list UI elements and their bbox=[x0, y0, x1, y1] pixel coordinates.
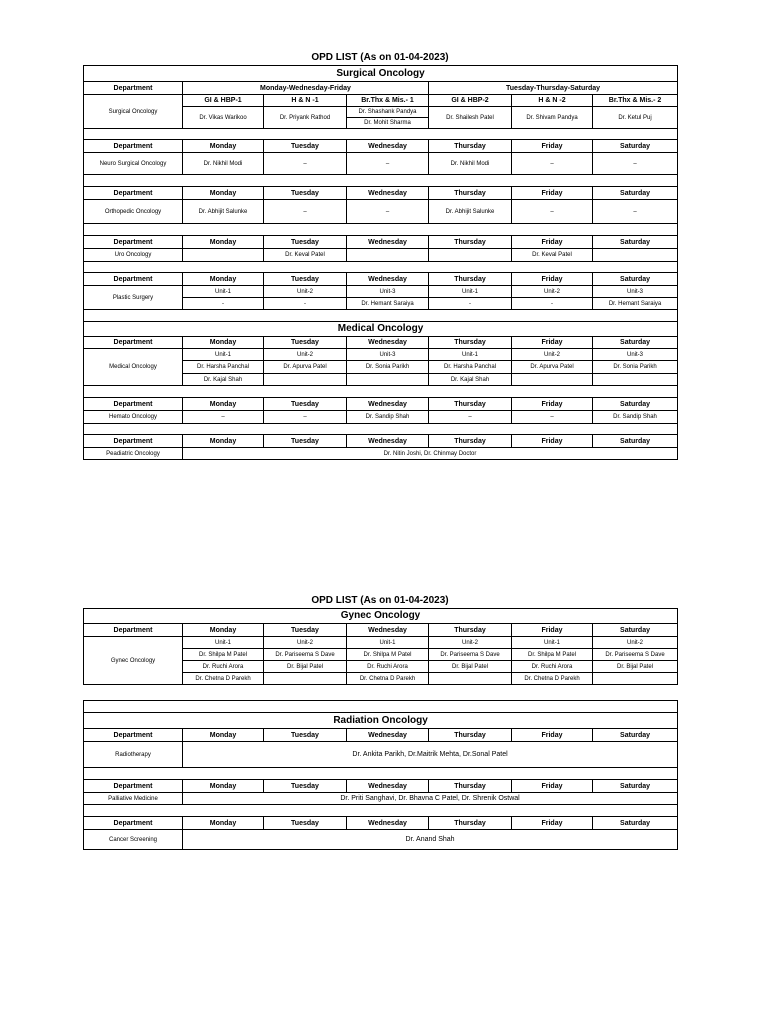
day-header: Saturday bbox=[593, 236, 678, 249]
day-header: Saturday bbox=[593, 435, 678, 448]
day-header: Monday bbox=[183, 780, 264, 793]
doctor-cell bbox=[593, 249, 678, 262]
unit-cell: Unit-2 bbox=[264, 286, 347, 298]
doctor-cell: Dr. Chetna D Parekh bbox=[183, 673, 264, 685]
day-header: Tuesday bbox=[264, 624, 347, 637]
spacer-row bbox=[84, 701, 678, 713]
day-header: Monday bbox=[183, 140, 264, 153]
day-header: Thursday bbox=[429, 337, 512, 349]
doctor-cell: Dr. Priti Sanghavi, Dr. Bhavna C Patel, Dr. Shrenik Ostwal bbox=[183, 793, 678, 805]
dept-cell: Radiotherapy bbox=[84, 742, 183, 768]
day-header: Friday bbox=[512, 398, 593, 411]
spacer-row bbox=[84, 424, 678, 435]
unit-cell: Unit-3 bbox=[347, 286, 429, 298]
day-header: Wednesday bbox=[347, 273, 429, 286]
day-header: Wednesday bbox=[347, 435, 429, 448]
doctor-cell: – bbox=[512, 153, 593, 175]
day-header: Friday bbox=[512, 337, 593, 349]
doctor-cell: – bbox=[593, 200, 678, 224]
doctor-cell: Dr. Kajal Shah bbox=[183, 374, 264, 386]
doctor-cell: Dr. Ketul Puj bbox=[593, 107, 678, 129]
doctor-cell: Dr. Keval Patel bbox=[512, 249, 593, 262]
day-header: Thursday bbox=[429, 817, 512, 830]
radiation-section-title: Radiation Oncology bbox=[84, 713, 678, 729]
unit-header: GI & HBP-2 bbox=[429, 95, 512, 107]
day-header: Saturday bbox=[593, 398, 678, 411]
day-header: Monday bbox=[183, 236, 264, 249]
doctor-cell: Dr. Apurva Patel bbox=[264, 361, 347, 374]
gynec-section-title: Gynec Oncology bbox=[84, 609, 678, 624]
day-header: Wednesday bbox=[347, 140, 429, 153]
doctor-cell: – bbox=[264, 411, 347, 424]
page2-title: OPD LIST (As on 01-04-2023) bbox=[311, 595, 449, 606]
doctor-cell: Dr. Shilpa M Patel bbox=[512, 649, 593, 661]
spacer-row bbox=[84, 310, 678, 322]
day-header: Wednesday bbox=[347, 780, 429, 793]
doctor-cell bbox=[264, 673, 347, 685]
unit-cell: Unit-1 bbox=[429, 286, 512, 298]
day-header: Saturday bbox=[593, 337, 678, 349]
day-header: Monday bbox=[183, 187, 264, 200]
doctor-cell: Dr. Sonia Parikh bbox=[593, 361, 678, 374]
doctor-cell: – bbox=[347, 153, 429, 175]
doctor-cell: - bbox=[183, 298, 264, 310]
doctor-cell: Dr. Ruchi Arora bbox=[512, 661, 593, 673]
day-header: Thursday bbox=[429, 435, 512, 448]
dept-cell: Neuro Surgical Oncology bbox=[84, 153, 183, 175]
day-header: Monday bbox=[183, 398, 264, 411]
day-header: Tuesday bbox=[264, 337, 347, 349]
day-header: Wednesday bbox=[347, 236, 429, 249]
dept-cell: Surgical Oncology bbox=[84, 95, 183, 129]
doctor-cell: Dr. Sonia Parikh bbox=[347, 361, 429, 374]
doctor-cell: Dr. Nikhil Modi bbox=[429, 153, 512, 175]
mwf-header: Monday-Wednesday-Friday bbox=[183, 82, 429, 95]
day-header: Monday bbox=[183, 337, 264, 349]
doctor-cell: Dr. Apurva Patel bbox=[512, 361, 593, 374]
day-header: Saturday bbox=[593, 273, 678, 286]
department-header: Department bbox=[84, 236, 183, 249]
medical-section-title: Medical Oncology bbox=[84, 322, 678, 337]
day-header: Thursday bbox=[429, 273, 512, 286]
day-header: Wednesday bbox=[347, 729, 429, 742]
doctor-cell bbox=[183, 249, 264, 262]
spacer-row bbox=[84, 386, 678, 398]
doctor-cell: Dr. Mohit Sharma bbox=[347, 118, 429, 129]
dept-cell: Uro Oncology bbox=[84, 249, 183, 262]
day-header: Wednesday bbox=[347, 817, 429, 830]
doctor-cell: Dr. Hemant Saraiya bbox=[593, 298, 678, 310]
day-header: Tuesday bbox=[264, 729, 347, 742]
doctor-cell: Dr. Abhijit Salunke bbox=[183, 200, 264, 224]
doctor-cell: Dr. Anand Shah bbox=[183, 830, 678, 850]
doctor-cell: Dr. Keval Patel bbox=[264, 249, 347, 262]
doctor-cell: – bbox=[183, 411, 264, 424]
dept-cell: Orthopedic Oncology bbox=[84, 200, 183, 224]
dept-cell: Cancer Screening bbox=[84, 830, 183, 850]
day-header: Friday bbox=[512, 236, 593, 249]
doctor-cell: - bbox=[512, 298, 593, 310]
day-header: Saturday bbox=[593, 140, 678, 153]
day-header: Thursday bbox=[429, 236, 512, 249]
unit-cell: Unit-1 bbox=[347, 637, 429, 649]
day-header: Tuesday bbox=[264, 817, 347, 830]
day-header: Wednesday bbox=[347, 187, 429, 200]
doctor-cell: Dr. Nikhil Modi bbox=[183, 153, 264, 175]
surgical-section-title: Surgical Oncology bbox=[84, 66, 678, 82]
dept-cell: Peadiatric Oncology bbox=[84, 448, 183, 460]
department-header: Department bbox=[84, 729, 183, 742]
dept-cell: Palliative Medicine bbox=[84, 793, 183, 805]
doctor-cell: - bbox=[264, 298, 347, 310]
unit-cell: Unit-1 bbox=[429, 349, 512, 361]
day-header: Thursday bbox=[429, 729, 512, 742]
unit-header: Br.Thx & Mis.- 1 bbox=[347, 95, 429, 107]
doctor-cell: Dr. Sandip Shah bbox=[593, 411, 678, 424]
doctor-cell: Dr. Hemant Saraiya bbox=[347, 298, 429, 310]
doctor-cell: Dr. Kajal Shah bbox=[429, 374, 512, 386]
unit-cell: Unit-3 bbox=[593, 286, 678, 298]
doctor-cell: – bbox=[264, 153, 347, 175]
day-header: Friday bbox=[512, 729, 593, 742]
doctor-cell bbox=[593, 673, 678, 685]
doctor-cell: Dr. Harsha Panchal bbox=[183, 361, 264, 374]
spacer-row bbox=[84, 262, 678, 273]
dept-cell: Hemato Oncology bbox=[84, 411, 183, 424]
day-header: Tuesday bbox=[264, 187, 347, 200]
day-header: Saturday bbox=[593, 817, 678, 830]
day-header: Monday bbox=[183, 624, 264, 637]
doctor-cell: – bbox=[264, 200, 347, 224]
day-header: Thursday bbox=[429, 398, 512, 411]
day-header: Thursday bbox=[429, 780, 512, 793]
day-header: Wednesday bbox=[347, 624, 429, 637]
unit-cell: Unit-2 bbox=[264, 637, 347, 649]
unit-cell: Unit-2 bbox=[264, 349, 347, 361]
opd-table-3 bbox=[83, 700, 678, 850]
day-header: Saturday bbox=[593, 187, 678, 200]
day-header: Saturday bbox=[593, 780, 678, 793]
doctor-cell: – bbox=[429, 411, 512, 424]
unit-cell: Unit-1 bbox=[512, 637, 593, 649]
day-header: Friday bbox=[512, 780, 593, 793]
day-header: Tuesday bbox=[264, 273, 347, 286]
day-header: Tuesday bbox=[264, 435, 347, 448]
day-header: Tuesday bbox=[264, 780, 347, 793]
day-header: Friday bbox=[512, 140, 593, 153]
doctor-cell: Dr. Sandip Shah bbox=[347, 411, 429, 424]
day-header: Friday bbox=[512, 187, 593, 200]
doctor-cell bbox=[347, 374, 429, 386]
doctor-cell: Dr. Shilpa M Patel bbox=[347, 649, 429, 661]
doctor-cell: Dr. Ruchi Arora bbox=[183, 661, 264, 673]
opd-table-1 bbox=[83, 65, 678, 460]
day-header: Saturday bbox=[593, 729, 678, 742]
unit-cell: Unit-3 bbox=[593, 349, 678, 361]
unit-cell: Unit-1 bbox=[183, 349, 264, 361]
doctor-cell: Dr. Shashank Pandya bbox=[347, 107, 429, 118]
department-header: Department bbox=[84, 624, 183, 637]
tts-header: Tuesday-Thursday-Saturday bbox=[429, 82, 678, 95]
page1-title: OPD LIST (As on 01-04-2023) bbox=[311, 52, 449, 63]
department-header: Department bbox=[84, 435, 183, 448]
doctor-cell: Dr. Bijal Patel bbox=[264, 661, 347, 673]
unit-header: Br.Thx & Mis.- 2 bbox=[593, 95, 678, 107]
department-header: Department bbox=[84, 140, 183, 153]
day-header: Friday bbox=[512, 817, 593, 830]
unit-header: H & N -1 bbox=[264, 95, 347, 107]
day-header: Saturday bbox=[593, 624, 678, 637]
doctor-cell: Dr. Chetna D Parekh bbox=[347, 673, 429, 685]
doctor-cell bbox=[347, 249, 429, 262]
doctor-cell: Dr. Pariseema S Dave bbox=[593, 649, 678, 661]
doctor-cell: Dr. Ruchi Arora bbox=[347, 661, 429, 673]
doctor-cell: – bbox=[512, 411, 593, 424]
doctor-cell bbox=[264, 374, 347, 386]
spacer-row bbox=[84, 768, 678, 780]
unit-cell: Unit-1 bbox=[183, 637, 264, 649]
doctor-cell: Dr. Bijal Patel bbox=[429, 661, 512, 673]
dept-cell: Gynec Oncology bbox=[84, 637, 183, 685]
day-header: Monday bbox=[183, 729, 264, 742]
unit-cell: Unit-2 bbox=[593, 637, 678, 649]
doctor-cell: – bbox=[512, 200, 593, 224]
doctor-cell bbox=[593, 374, 678, 386]
doctor-cell: Dr. Nitin Joshi, Dr. Chinmay Doctor bbox=[183, 448, 678, 460]
doctor-cell: - bbox=[429, 298, 512, 310]
doctor-cell: Dr. Harsha Panchal bbox=[429, 361, 512, 374]
doctor-cell: Dr. Bijal Patel bbox=[593, 661, 678, 673]
department-header: Department bbox=[84, 780, 183, 793]
spacer-row bbox=[84, 175, 678, 187]
day-header: Friday bbox=[512, 624, 593, 637]
department-header: Department bbox=[84, 817, 183, 830]
day-header: Friday bbox=[512, 273, 593, 286]
dept-cell: Plastic Surgery bbox=[84, 286, 183, 310]
department-header: Department bbox=[84, 398, 183, 411]
day-header: Thursday bbox=[429, 140, 512, 153]
day-header: Thursday bbox=[429, 187, 512, 200]
doctor-cell bbox=[429, 673, 512, 685]
doctor-cell bbox=[512, 374, 593, 386]
day-header: Thursday bbox=[429, 624, 512, 637]
spacer-row bbox=[84, 805, 678, 817]
unit-cell: Unit-2 bbox=[429, 637, 512, 649]
department-header: Department bbox=[84, 187, 183, 200]
unit-cell: Unit-2 bbox=[512, 286, 593, 298]
day-header: Monday bbox=[183, 817, 264, 830]
doctor-cell: Dr. Vikas Warikoo bbox=[183, 107, 264, 129]
department-header: Department bbox=[84, 273, 183, 286]
doctor-cell: Dr. Shivam Pandya bbox=[512, 107, 593, 129]
opd-table-2 bbox=[83, 608, 678, 685]
day-header: Wednesday bbox=[347, 398, 429, 411]
unit-cell: Unit-1 bbox=[183, 286, 264, 298]
doctor-cell: Dr. Ankita Parikh, Dr.Maitrik Mehta, Dr.Sonal Patel bbox=[183, 742, 678, 768]
unit-cell: Unit-2 bbox=[512, 349, 593, 361]
day-header: Monday bbox=[183, 435, 264, 448]
doctor-cell: Dr. Shailesh Patel bbox=[429, 107, 512, 129]
doctor-cell bbox=[429, 249, 512, 262]
day-header: Friday bbox=[512, 435, 593, 448]
doctor-cell: Dr. Pariseema S Dave bbox=[264, 649, 347, 661]
department-header: Department bbox=[84, 337, 183, 349]
doctor-cell: Dr. Chetna D Parekh bbox=[512, 673, 593, 685]
spacer-row bbox=[84, 129, 678, 140]
doctor-cell: Dr. Shilpa M Patel bbox=[183, 649, 264, 661]
doctor-cell: Dr. Pariseema S Dave bbox=[429, 649, 512, 661]
doctor-cell: – bbox=[347, 200, 429, 224]
dept-cell: Medical Oncology bbox=[84, 349, 183, 386]
day-header: Tuesday bbox=[264, 140, 347, 153]
department-header: Department bbox=[84, 82, 183, 95]
doctor-cell: Dr. Abhijit Salunke bbox=[429, 200, 512, 224]
doctor-cell: – bbox=[593, 153, 678, 175]
unit-header: GI & HBP-1 bbox=[183, 95, 264, 107]
day-header: Tuesday bbox=[264, 398, 347, 411]
doctor-cell: Dr. Priyank Rathod bbox=[264, 107, 347, 129]
day-header: Wednesday bbox=[347, 337, 429, 349]
day-header: Tuesday bbox=[264, 236, 347, 249]
unit-header: H & N -2 bbox=[512, 95, 593, 107]
unit-cell: Unit-3 bbox=[347, 349, 429, 361]
spacer-row bbox=[84, 224, 678, 236]
day-header: Monday bbox=[183, 273, 264, 286]
